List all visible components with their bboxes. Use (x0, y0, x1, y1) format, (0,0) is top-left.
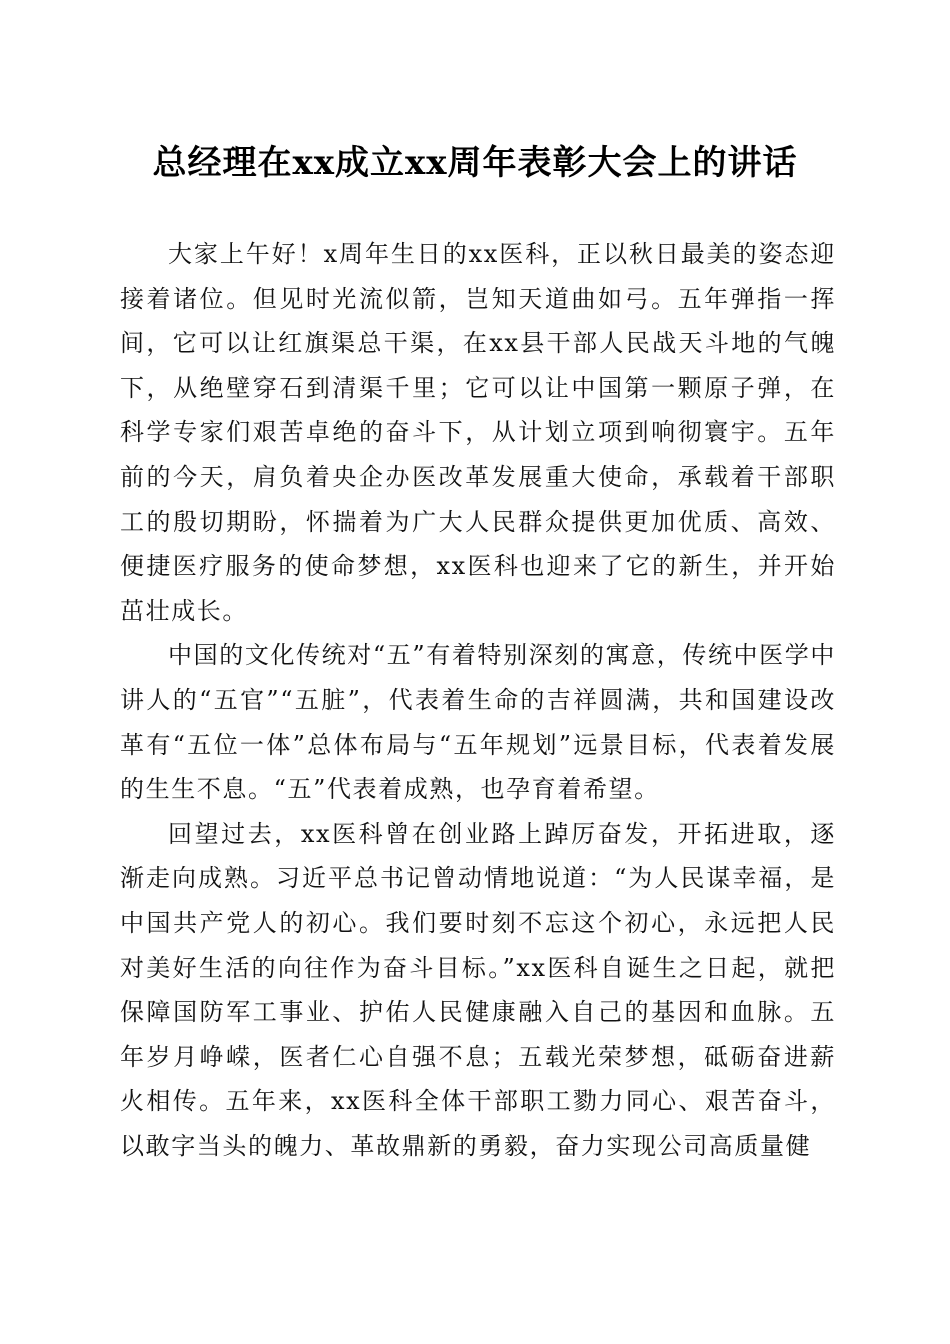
document-title: 总经理在xx成立xx周年表彰大会上的讲话 (152, 143, 798, 183)
paragraph-3: 回望过去，xx医科曾在创业路上踔厉奋发，开拓进取，逐渐走向成熟。习近平总书记曾动情地说道：“为人民谋幸福，是中国共产党人的初心。我们要时刻不忘这个初心，永远把人民对美好生活的向往作为奋斗目标。”xx医科自诞生之日起，就把保障国防军工事业、护佑人民健康融入自己的基因和血脉。五年岁月峥嵘，医者仁心自强不息；五载光荣梦想，砥砺奋进薪火相传。五年来，xx医科全体干部职工勠力同心、艰苦奋斗，以敢字当头的魄力、革故鼎新的勇毅，奋力实现公司高质量健 (120, 819, 836, 1160)
document-body (120, 232, 836, 1168)
paragraph-1: 大家上午好！x周年生日的xx医科，正以秋日最美的姿态迎接着诸位。但见时光流似箭，岂知天道曲如弓。五年弹指一挥间，它可以让红旗渠总干渠，在xx县干部人民战天斗地的气魄下，从绝壁穿石到清渠千里；它可以让中国第一颗原子弹，在科学专家们艰苦卓绝的奋斗下，从计划立项到响彻寰宇。五年前的今天，肩负着央企办医改革发展重大使命，承载着干部职工的殷切期盼，怀揣着为广大人民群众提供更加优质、高效、便捷医疗服务的使命梦想，xx医科也迎来了它的新生，并开始茁壮成长。 (120, 240, 836, 625)
paragraph-2: 中国的文化传统对“五”有着特别深刻的寓意，传统中医学中讲人的“五官”“五脏”，代表着生命的吉祥圆满，共和国建设改革有“五位一体”总体布局与“五年规划”远景目标，代表着发展的生生不息。“五”代表着成熟，也孕育着希望。 (120, 641, 836, 804)
